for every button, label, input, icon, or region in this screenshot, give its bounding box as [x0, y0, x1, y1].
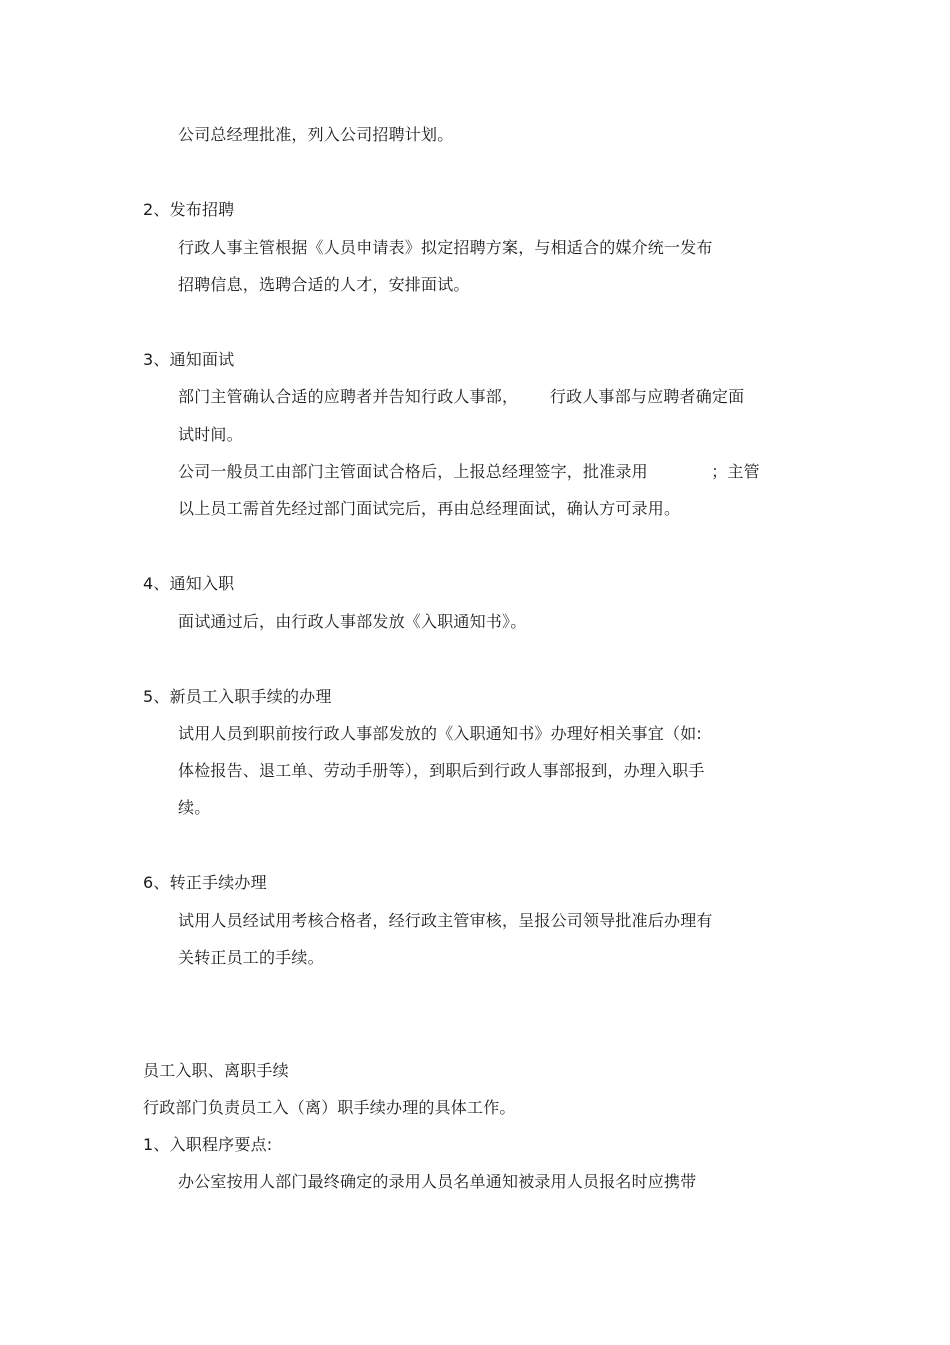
section-5-line-3: 续。	[178, 798, 211, 817]
part2-intro: 行政部门负责员工入（离）职手续办理的具体工作。	[143, 1098, 516, 1117]
section-3-line-1: 部门主管确认合适的应聘者并告知行政人事部， 行政人事部与应聘者确定面	[178, 387, 745, 406]
part2-title: 员工入职、离职手续	[143, 1061, 289, 1080]
section-heading-2: 2、发布招聘	[143, 200, 235, 219]
section-heading-6: 6、转正手续办理	[143, 873, 267, 892]
section-4-line-1: 面试通过后，由行政人事部发放《入职通知书》。	[178, 612, 527, 631]
section-3-line-2: 试时间。	[178, 425, 243, 444]
section-heading-4: 4、通知入职	[143, 574, 235, 593]
section-5-line-1: 试用人员到职前按行政人事部发放的《入职通知书》办理好相关事宜（如:	[178, 724, 702, 743]
intro-line: 公司总经理批准，列入公司招聘计划。	[178, 125, 454, 144]
section-3-line-4: 以上员工需首先经过部门面试完后，再由总经理面试，确认方可录用。	[178, 499, 681, 518]
section-2-line-2: 招聘信息，选聘合适的人才，安排面试。	[178, 275, 470, 294]
section-6-line-1: 试用人员经试用考核合格者，经行政主管审核，呈报公司领导批准后办理有	[178, 911, 713, 930]
section-5-line-2: 体检报告、退工单、劳动手册等），到职后到行政人事部报到，办理入职手	[178, 761, 705, 780]
section-3-line-3: 公司一般员工由部门主管面试合格后，上报总经理签字，批准录用 ；主管	[178, 462, 760, 481]
section-heading-3: 3、通知面试	[143, 350, 235, 369]
part2-item1-heading: 1、入职程序要点:	[143, 1135, 273, 1154]
section-2-line-1: 行政人事主管根据《人员申请表》拟定招聘方案，与相适合的媒介统一发布	[178, 238, 713, 257]
part2-item1-line: 办公室按用人部门最终确定的录用人员名单通知被录用人员报名时应携带	[178, 1172, 697, 1191]
section-heading-5: 5、新员工入职手续的办理	[143, 687, 332, 706]
section-6-line-2: 关转正员工的手续。	[178, 948, 324, 967]
